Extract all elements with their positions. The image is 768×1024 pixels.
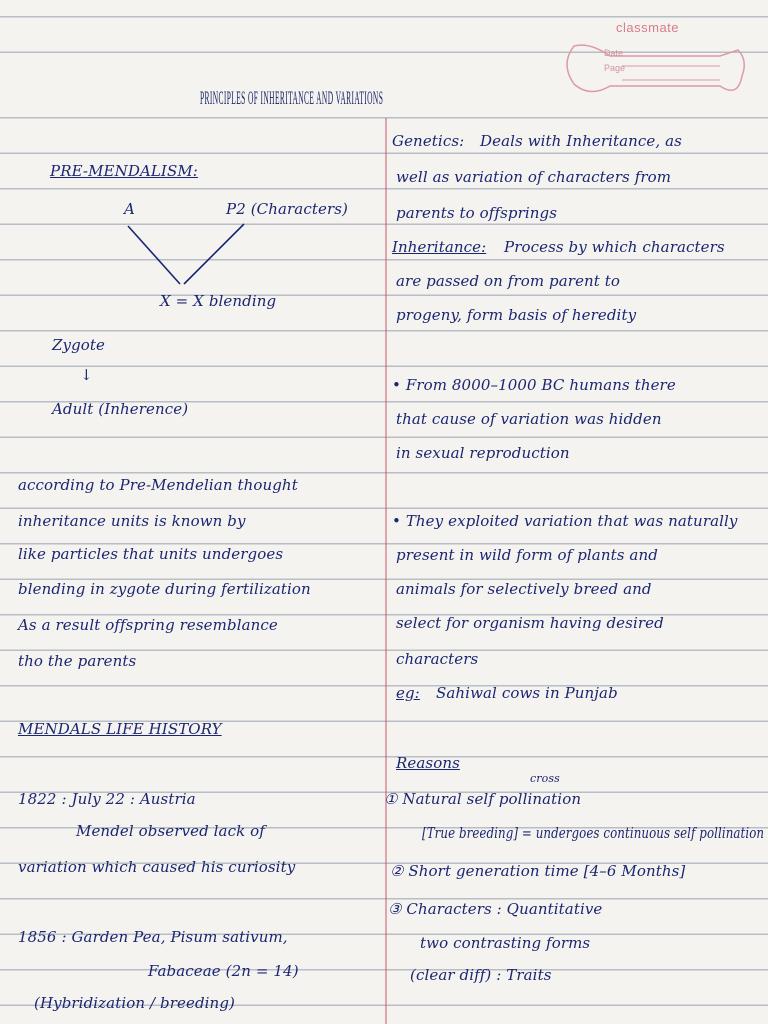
cross-result: X = X blending: [160, 292, 277, 310]
page-title: PRINCIPLES OF INHERITANCE AND VARIATIONS: [200, 88, 384, 109]
genetics-text: Deals with Inheritance, as: [480, 132, 682, 150]
adult-label: Adult (Inherence): [52, 400, 189, 418]
page-label: Page: [604, 63, 626, 73]
date-label: Date: [604, 48, 624, 58]
history-line: (Hybridization / breeding): [34, 994, 235, 1012]
life-history-heading: MENDALS LIFE HISTORY: [18, 720, 222, 738]
inheritance-text: are passed on from parent to: [396, 272, 621, 290]
paragraph-line: As a result offspring resemblance: [18, 616, 278, 634]
humans-text: • From 8000–1000 BC humans there: [392, 376, 676, 394]
history-line: variation which caused his curiosity: [18, 858, 296, 876]
genetics-label: Genetics:: [392, 132, 465, 150]
inheritance-label: Inheritance:: [392, 238, 487, 256]
parent-b-label: P2 (Characters): [226, 200, 348, 218]
history-line: 1856 : Garden Pea, Pisum sativum,: [18, 928, 288, 946]
reason-line: (clear diff) : Traits: [410, 966, 552, 984]
cross-diagram: [0, 222, 385, 292]
reasons-heading: Reasons: [396, 754, 460, 772]
example-label: eg:: [396, 684, 420, 702]
exploited-text: present in wild form of plants and: [396, 546, 658, 564]
reason-line: ③ Characters : Quantitative: [388, 900, 603, 918]
example-text: Sahiwal cows in Punjab: [436, 684, 618, 702]
paragraph-line: according to Pre-Mendelian thought: [18, 476, 298, 494]
reason-line: ① Natural self pollination: [384, 790, 582, 808]
exploited-text: animals for selectively breed and: [396, 580, 652, 598]
humans-text: in sexual reproduction: [396, 444, 570, 462]
paragraph-line: like particles that units undergoes: [18, 545, 284, 563]
date-page-stamp: [560, 36, 750, 106]
reason-line: [True breeding] = undergoes continuous self pollination: [422, 824, 765, 842]
humans-text: that cause of variation was hidden: [396, 410, 662, 428]
history-line: 1822 : July 22 : Austria: [18, 790, 196, 808]
zygote-label: Zygote: [52, 336, 106, 354]
history-line: Mendel observed lack of: [76, 822, 265, 840]
paragraph-line: inheritance units is known by: [18, 512, 246, 530]
exploited-text: characters: [396, 650, 479, 668]
pre-mendelism-heading: PRE-MENDALISM:: [50, 162, 198, 180]
inheritance-text: Process by which characters: [504, 238, 725, 256]
paragraph-line: tho the parents: [18, 652, 137, 670]
exploited-text: select for organism having desired: [396, 614, 664, 632]
history-line: Fabaceae (2n = 14): [148, 962, 299, 980]
cross-note: cross: [530, 772, 560, 785]
down-arrow-icon: ↓: [80, 366, 93, 384]
inheritance-text: progeny, form basis of heredity: [396, 306, 637, 324]
reason-line: two contrasting forms: [420, 934, 591, 952]
genetics-text: parents to offsprings: [396, 204, 558, 222]
margin-line: [385, 118, 387, 1024]
exploited-text: • They exploited variation that was naturally: [392, 512, 738, 530]
genetics-text: well as variation of characters from: [396, 168, 672, 186]
parent-a-label: A: [124, 200, 135, 218]
reason-line: ② Short generation time [4–6 Months]: [390, 862, 686, 880]
paragraph-line: blending in zygote during fertilization: [18, 580, 311, 598]
brand-logo: classmate: [616, 20, 680, 35]
